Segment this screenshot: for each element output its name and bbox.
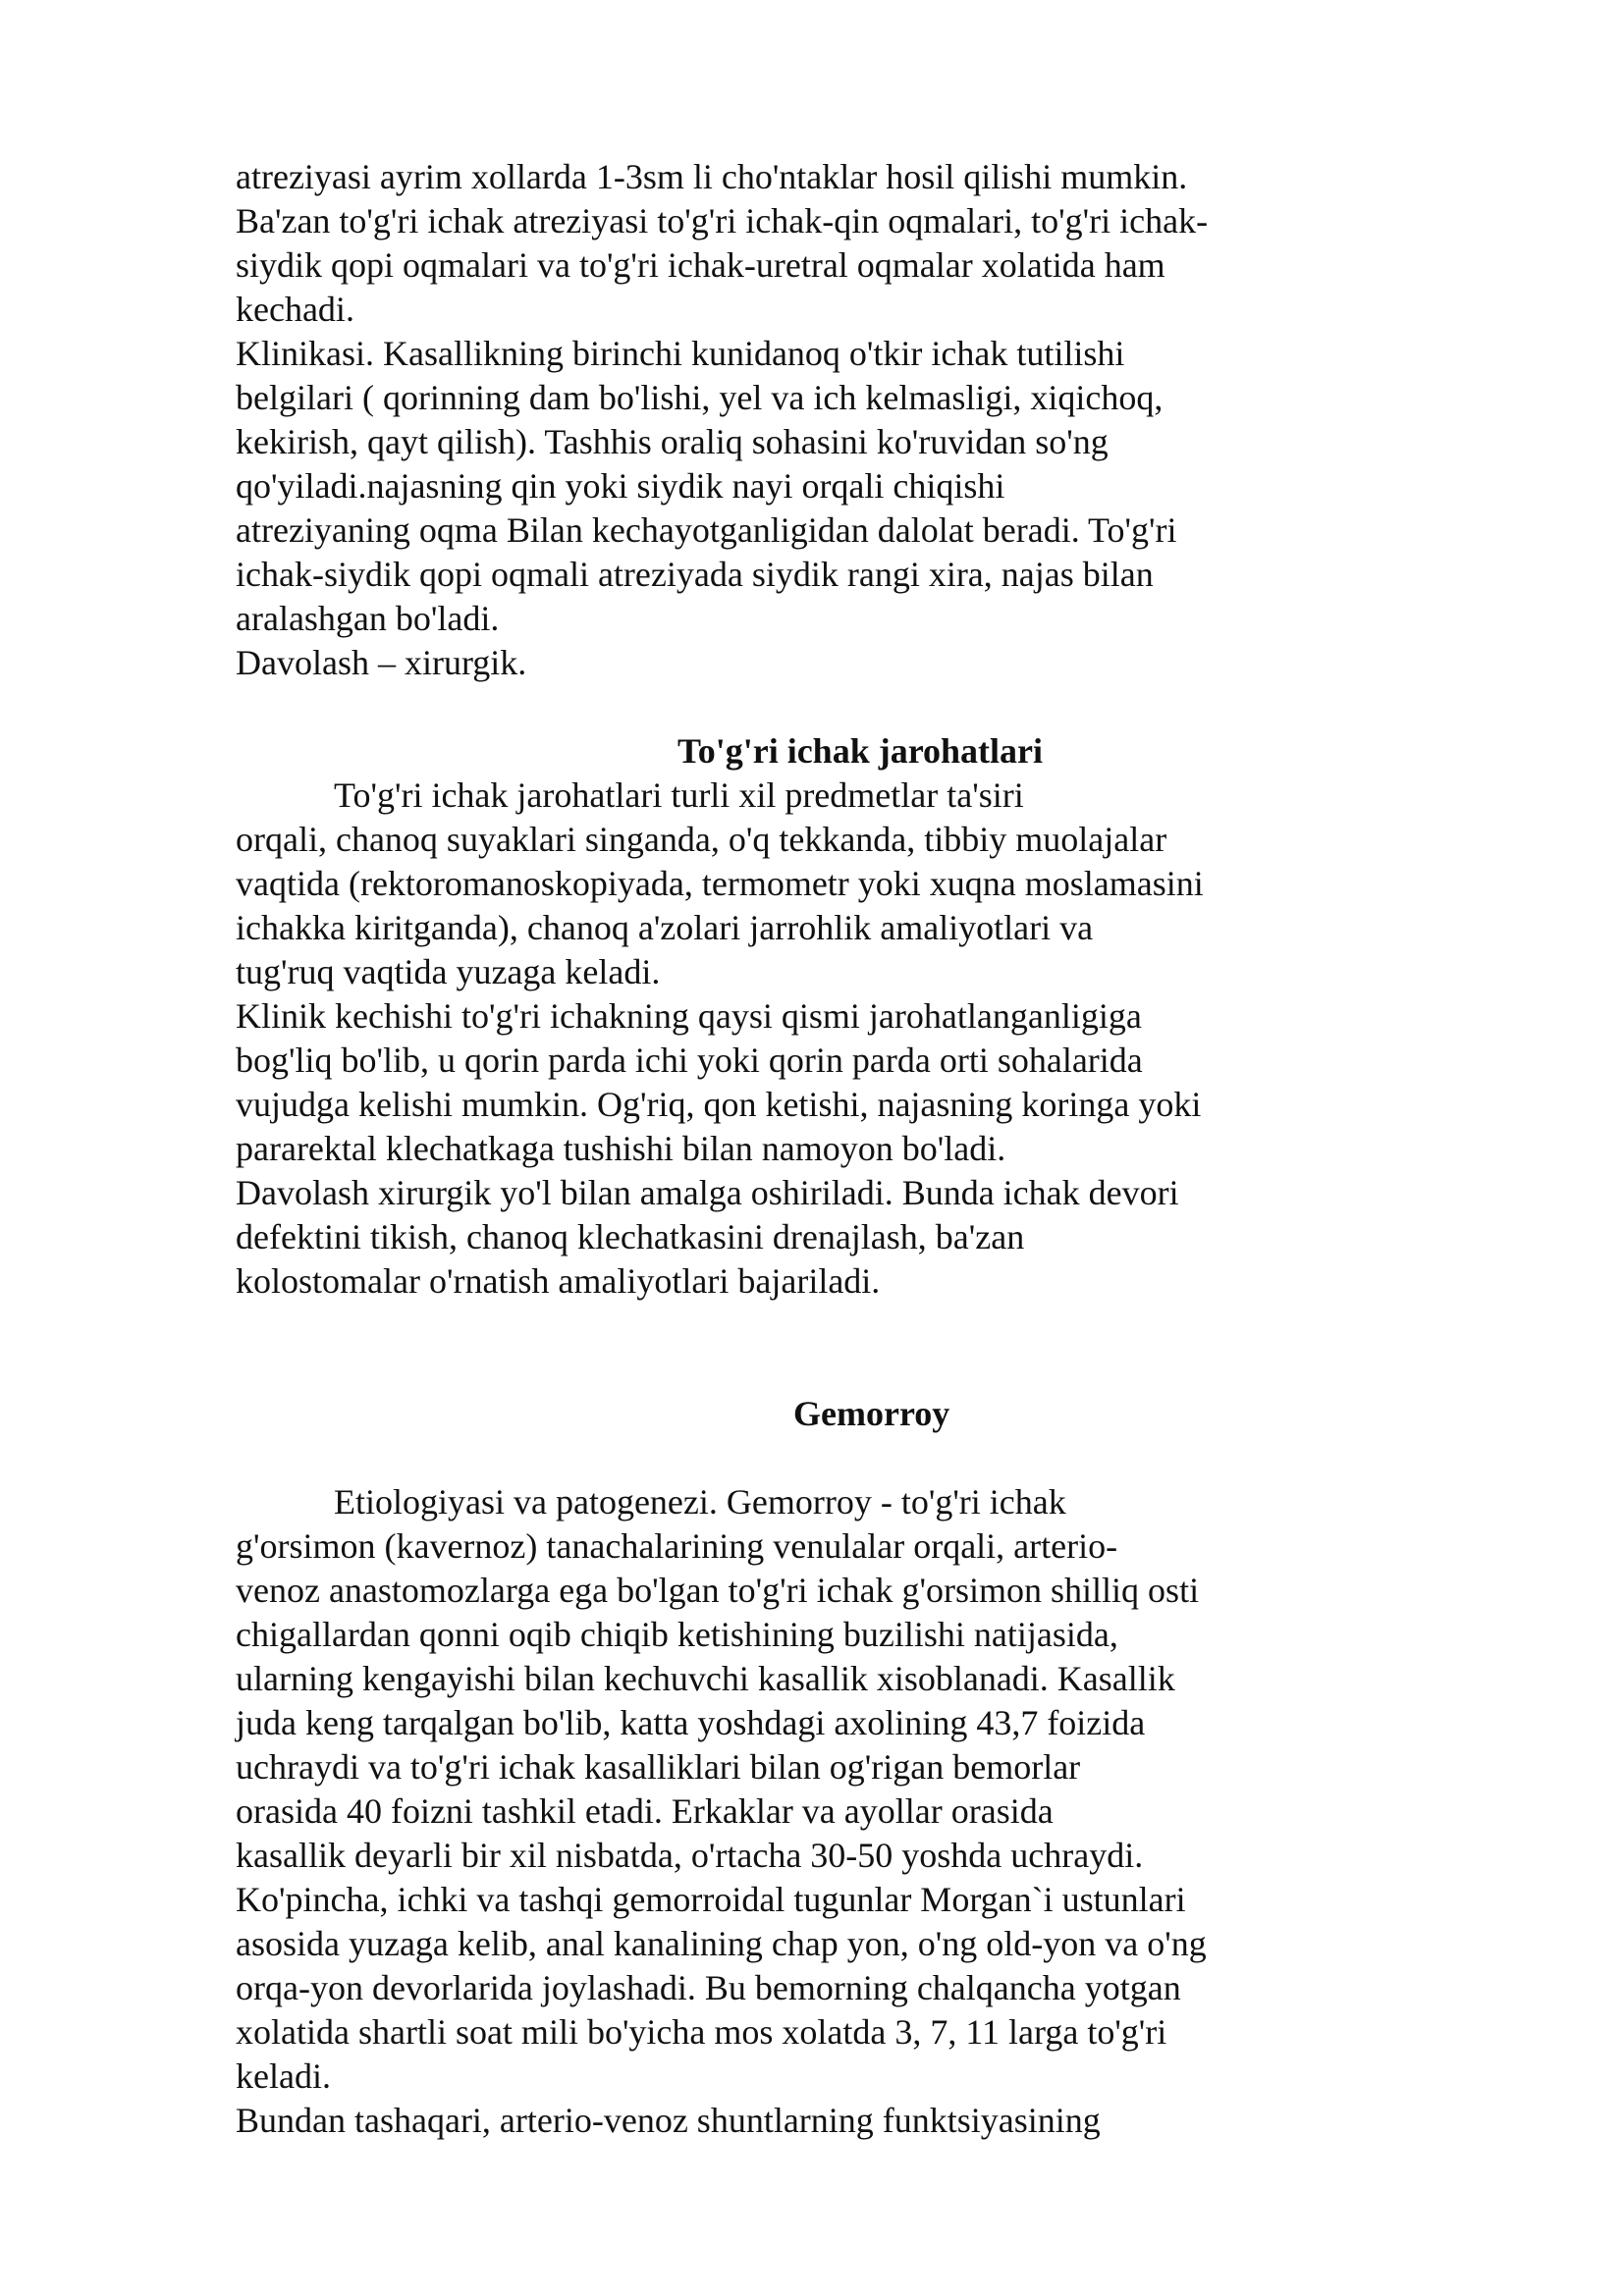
- text-line: belgilari ( qorinning dam bo'lishi, yel va ich kelmasligi, xiqichoq,: [236, 378, 1164, 417]
- text-line: pararektal klechatkaga tushishi bilan namoyon bo'ladi.: [236, 1129, 1006, 1168]
- text-line: asosida yuzaga kelib, anal kanalining chap yon, o'ng old-yon va o'ng: [236, 1924, 1207, 1963]
- text-line: keladi.: [236, 2056, 331, 2096]
- text-line: Ba'zan to'g'ri ichak atreziyasi to'g'ri ichak-qin oqmalari, to'g'ri ichak-: [236, 201, 1209, 240]
- text-line: ichak-siydik qopi oqmali atreziyada siydik rangi xira, najas bilan: [236, 555, 1154, 594]
- text-line: Klinikasi. Kasallikning birinchi kunidanoq o'tkir ichak tutilishi: [236, 334, 1125, 373]
- text-line: bog'liq bo'lib, u qorin parda ichi yoki qorin parda orti sohalarida: [236, 1041, 1143, 1080]
- text-line: defektini tikish, chanoq klechatkasini drenajlash, ba'zan: [236, 1217, 1025, 1256]
- section-heading: To'g'ri ichak jarohatlari: [677, 731, 1044, 771]
- text-line: atreziyaning oqma Bilan kechayotganligidan dalolat beradi. To'g'ri: [236, 510, 1177, 550]
- text-line: kekirish, qayt qilish). Tashhis oraliq sohasini ko'ruvidan so'ng: [236, 422, 1109, 461]
- text-line: xolatida shartli soat mili bo'yicha mos xolatda 3, 7, 11 larga to'g'ri: [236, 2012, 1167, 2052]
- text-line: qo'yiladi.najasning qin yoki siydik nayi orqali chiqishi: [236, 466, 1005, 506]
- text-line: uchraydi va to'g'ri ichak kasalliklari bilan og'rigan bemorlar: [236, 1747, 1081, 1787]
- text-line: ularning kengayishi bilan kechuvchi kasallik xisoblanadi. Kasallik: [236, 1659, 1175, 1698]
- text-line: Bundan tashaqari, arterio-venoz shuntlarning funktsiyasining: [236, 2101, 1101, 2140]
- text-line: chigallardan qonni oqib chiqib ketishining buzilishi natijasida,: [236, 1615, 1118, 1654]
- text-line: siydik qopi oqmalari va to'g'ri ichak-uretral oqmalar xolatida ham: [236, 245, 1165, 285]
- text-line: vujudga kelishi mumkin. Og'riq, qon ketishi, najasning koringa yoki: [236, 1085, 1202, 1124]
- text-line: Etiologiyasi va patogenezi. Gemorroy - to'g'ri ichak: [334, 1482, 1066, 1522]
- text-line: venoz anastomozlarga ega bo'lgan to'g'ri ichak g'orsimon shilliq osti: [236, 1571, 1200, 1610]
- text-line: Davolash – xirurgik.: [236, 643, 527, 682]
- section-heading: Gemorroy: [793, 1394, 950, 1433]
- text-line: ichakka kiritganda), chanoq a'zolari jarrohlik amaliyotlari va: [236, 908, 1094, 947]
- text-line: atreziyasi ayrim xollarda 1-3sm li cho'ntaklar hosil qilishi mumkin.: [236, 157, 1188, 196]
- text-line: aralashgan bo'ladi.: [236, 599, 500, 638]
- text-line: g'orsimon (kavernoz) tanachalarining venulalar orqali, arterio-: [236, 1526, 1118, 1566]
- text-line: juda keng tarqalgan bo'lib, katta yoshdagi axolining 43,7 foizida: [236, 1703, 1146, 1742]
- text-line: orqa-yon devorlarida joylashadi. Bu bemorning chalqancha yotgan: [236, 1968, 1181, 2007]
- text-line: kechadi.: [236, 290, 354, 329]
- text-line: Ko'pincha, ichki va tashqi gemorroidal tugunlar Morgan`i ustunlari: [236, 1880, 1186, 1919]
- text-line: orasida 40 foizni tashkil etadi. Erkaklar va ayollar orasida: [236, 1791, 1054, 1831]
- text-line: To'g'ri ichak jarohatlari turli xil predmetlar ta'siri: [334, 775, 1024, 815]
- text-line: Klinik kechishi to'g'ri ichakning qaysi qismi jarohatlanganligiga: [236, 996, 1142, 1036]
- text-line: tug'ruq vaqtida yuzaga keladi.: [236, 952, 661, 991]
- text-line: orqali, chanoq suyaklari singanda, o'q tekkanda, tibbiy muolajalar: [236, 820, 1167, 859]
- text-line: kasallik deyarli bir xil nisbatda, o'rtacha 30-50 yoshda uchraydi.: [236, 1836, 1144, 1875]
- text-line: Davolash xirurgik yo'l bilan amalga oshiriladi. Bunda ichak devori: [236, 1173, 1179, 1212]
- text-line: vaqtida (rektoromanoskopiyada, termometr yoki xuqna moslamasini: [236, 864, 1204, 903]
- text-line: kolostomalar o'rnatish amaliyotlari bajariladi.: [236, 1261, 881, 1301]
